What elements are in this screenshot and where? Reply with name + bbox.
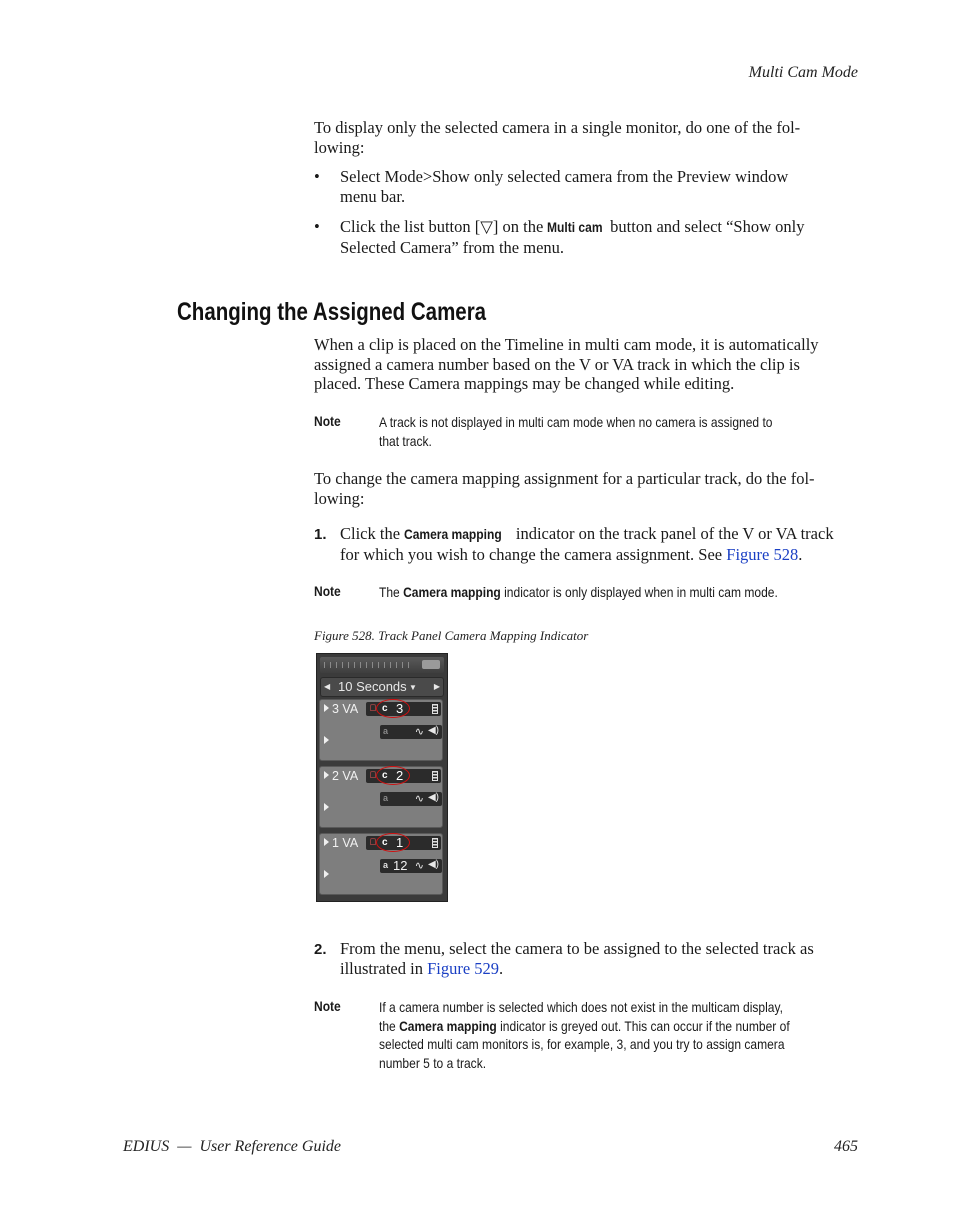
footer-title: EDIUS — User Reference Guide	[123, 1138, 342, 1155]
waveform-icon[interactable]: ∿	[414, 726, 424, 738]
ruler-ticks	[324, 662, 414, 668]
highlight-ring	[376, 699, 410, 718]
step-2-line-1: From the menu, select the camera to be assigned to the selected track as	[340, 939, 814, 958]
bullet-2-text-pre: Click the list button [▽] on the	[340, 217, 548, 236]
film-icon	[432, 771, 438, 781]
note3-line-1: If a camera number is selected which does not exist in the multicam display,	[379, 999, 783, 1015]
bullet-item-1	[314, 167, 874, 206]
audio-row	[380, 859, 442, 873]
camera-number: 1	[396, 835, 404, 850]
audio-lock-icon: a	[383, 793, 389, 803]
running-header: Multi Cam Mode	[748, 64, 858, 81]
note1-line-1: A track is not displayed in multi cam mode when no camera is assigned to	[379, 414, 773, 430]
step-1-number: 1.	[314, 526, 327, 543]
film-icon	[432, 704, 438, 714]
step-1	[314, 524, 874, 564]
film-icon	[432, 838, 438, 848]
bullet-2-line-1	[340, 217, 874, 238]
note2-camera-mapping-term: Camera mapping	[403, 584, 501, 600]
expand-triangle-icon[interactable]	[324, 803, 329, 811]
camera-letter: c	[382, 837, 388, 848]
section-paragraph-2	[314, 469, 874, 508]
highlight-ring	[376, 766, 410, 785]
para2-line-2: lowing:	[314, 488, 365, 508]
para2-line-1: To change the camera mapping assignment for a particular track, do the fol-	[314, 469, 815, 488]
note2-post: indicator is only displayed when in multi cam mode.	[500, 584, 778, 600]
waveform-icon[interactable]: ∿	[414, 793, 424, 805]
para1-line-3: placed. These Camera mappings may be changed while editing.	[314, 374, 735, 393]
para1-line-2: assigned a camera number based on the V or VA track in which the clip is	[314, 354, 800, 374]
camera-letter: c	[382, 703, 388, 714]
audio-row	[380, 725, 442, 739]
speaker-icon[interactable]: ◀)	[427, 725, 439, 736]
figure-529-link[interactable]: Figure 529	[427, 958, 500, 978]
intro-paragraph	[314, 118, 874, 157]
bullet-glyph: •	[314, 217, 320, 236]
step-2-line2-post: .	[499, 958, 504, 978]
step-2-number: 2.	[314, 941, 327, 958]
track-2va[interactable]	[319, 766, 443, 828]
camera-mapping-term: Camera mapping	[404, 526, 502, 542]
section-paragraph-1	[314, 335, 874, 394]
intro-line-2: lowing:	[314, 137, 365, 157]
ruler-button[interactable]	[422, 660, 440, 669]
step-2-line2-pre: illustrated in	[340, 958, 428, 978]
note3-line-2	[379, 1017, 861, 1036]
step-1-line2-post: .	[798, 544, 803, 564]
multi-cam-term: Multi cam	[547, 219, 604, 235]
scale-label: 10 Seconds	[338, 679, 407, 694]
audio-row	[380, 792, 442, 806]
bullet-1-line-1: Select Mode>Show only selected camera from the Preview window	[340, 167, 789, 186]
audio-lock-icon: a	[383, 726, 389, 736]
step-1-text-pre: Click the	[340, 524, 405, 543]
track-name: 3 VA	[332, 702, 359, 716]
camera-number: 3	[396, 701, 404, 716]
audio-lock-icon: a	[383, 860, 389, 870]
step-1-text-post: indicator on the track panel of the V or VA track	[511, 524, 834, 543]
bullet-item-2	[314, 217, 874, 257]
note3-line-4: number 5 to a track.	[379, 1054, 487, 1071]
camera-letter: c	[382, 770, 388, 781]
track-name: 1 VA	[332, 836, 359, 850]
camera-mapping-indicator[interactable]	[366, 702, 441, 716]
camera-number: 2	[396, 768, 404, 783]
speaker-icon[interactable]: ◀)	[427, 859, 439, 870]
note1-line-2: that track.	[379, 432, 432, 449]
step-2-line-2	[340, 959, 874, 979]
track-1va[interactable]	[319, 833, 443, 895]
section-heading: Changing the Assigned Camera	[177, 298, 487, 326]
bullet-2-text-post: button and select “Show only	[606, 217, 805, 236]
track-panel-figure	[316, 653, 448, 902]
figure-528-link[interactable]: Figure 528	[726, 544, 799, 564]
figure-caption: Figure 528. Track Panel Camera Mapping Indicator	[314, 628, 589, 643]
note3-line2-pre: the	[379, 1017, 400, 1034]
page-number: 465	[834, 1138, 858, 1155]
note3-line-3: selected multi cam monitors is, for example, 3, and you try to assign camera	[379, 1036, 785, 1052]
highlight-ring	[376, 833, 410, 852]
note-text-2	[379, 583, 861, 602]
note3-camera-mapping-term: Camera mapping	[399, 1017, 497, 1034]
para1-line-1: When a clip is placed on the Timeline in multi cam mode, it is automatically	[314, 335, 819, 354]
step-2	[314, 939, 874, 978]
speaker-icon[interactable]: ◀)	[427, 792, 439, 803]
scale-left-arrow-icon[interactable]: ◀	[324, 682, 331, 691]
note-label-2: Note	[314, 583, 341, 599]
expand-triangle-icon[interactable]	[324, 771, 329, 779]
camera-mapping-indicator[interactable]	[366, 836, 441, 850]
timescale-selector[interactable]	[320, 677, 444, 697]
audio-number: 12	[393, 858, 408, 873]
step-1-line-1	[340, 524, 874, 545]
step-1-line-2	[340, 545, 874, 565]
expand-triangle-icon[interactable]	[324, 838, 329, 846]
scale-dropdown-icon[interactable]: ▼	[409, 683, 417, 692]
note-label-1: Note	[314, 413, 341, 429]
track-name: 2 VA	[332, 769, 359, 783]
track-3va[interactable]	[319, 699, 443, 761]
intro-line-1: To display only the selected camera in a single monitor, do one of the fol-	[314, 118, 801, 137]
note2-pre: The	[379, 584, 404, 600]
bullet-glyph: •	[314, 167, 320, 186]
expand-triangle-icon[interactable]	[324, 704, 329, 712]
expand-triangle-icon[interactable]	[324, 736, 329, 744]
step-1-line2-pre: for which you wish to change the camera assignment. See	[340, 544, 727, 564]
note3-line2-post: indicator is greyed out. This can occur if the number of	[496, 1017, 790, 1034]
expand-triangle-icon[interactable]	[324, 870, 329, 878]
waveform-icon[interactable]: ∿	[414, 860, 424, 872]
note-label-3: Note	[314, 998, 341, 1014]
bullet-1-line-2: menu bar.	[340, 186, 406, 206]
scale-right-arrow-icon[interactable]: ▶	[433, 682, 440, 691]
note-text-1	[379, 413, 826, 450]
note-text-3	[379, 998, 861, 1072]
bullet-2-line-2: Selected Camera” from the menu.	[340, 237, 565, 257]
timeline-ruler	[320, 657, 444, 673]
camera-mapping-indicator[interactable]	[366, 769, 441, 783]
